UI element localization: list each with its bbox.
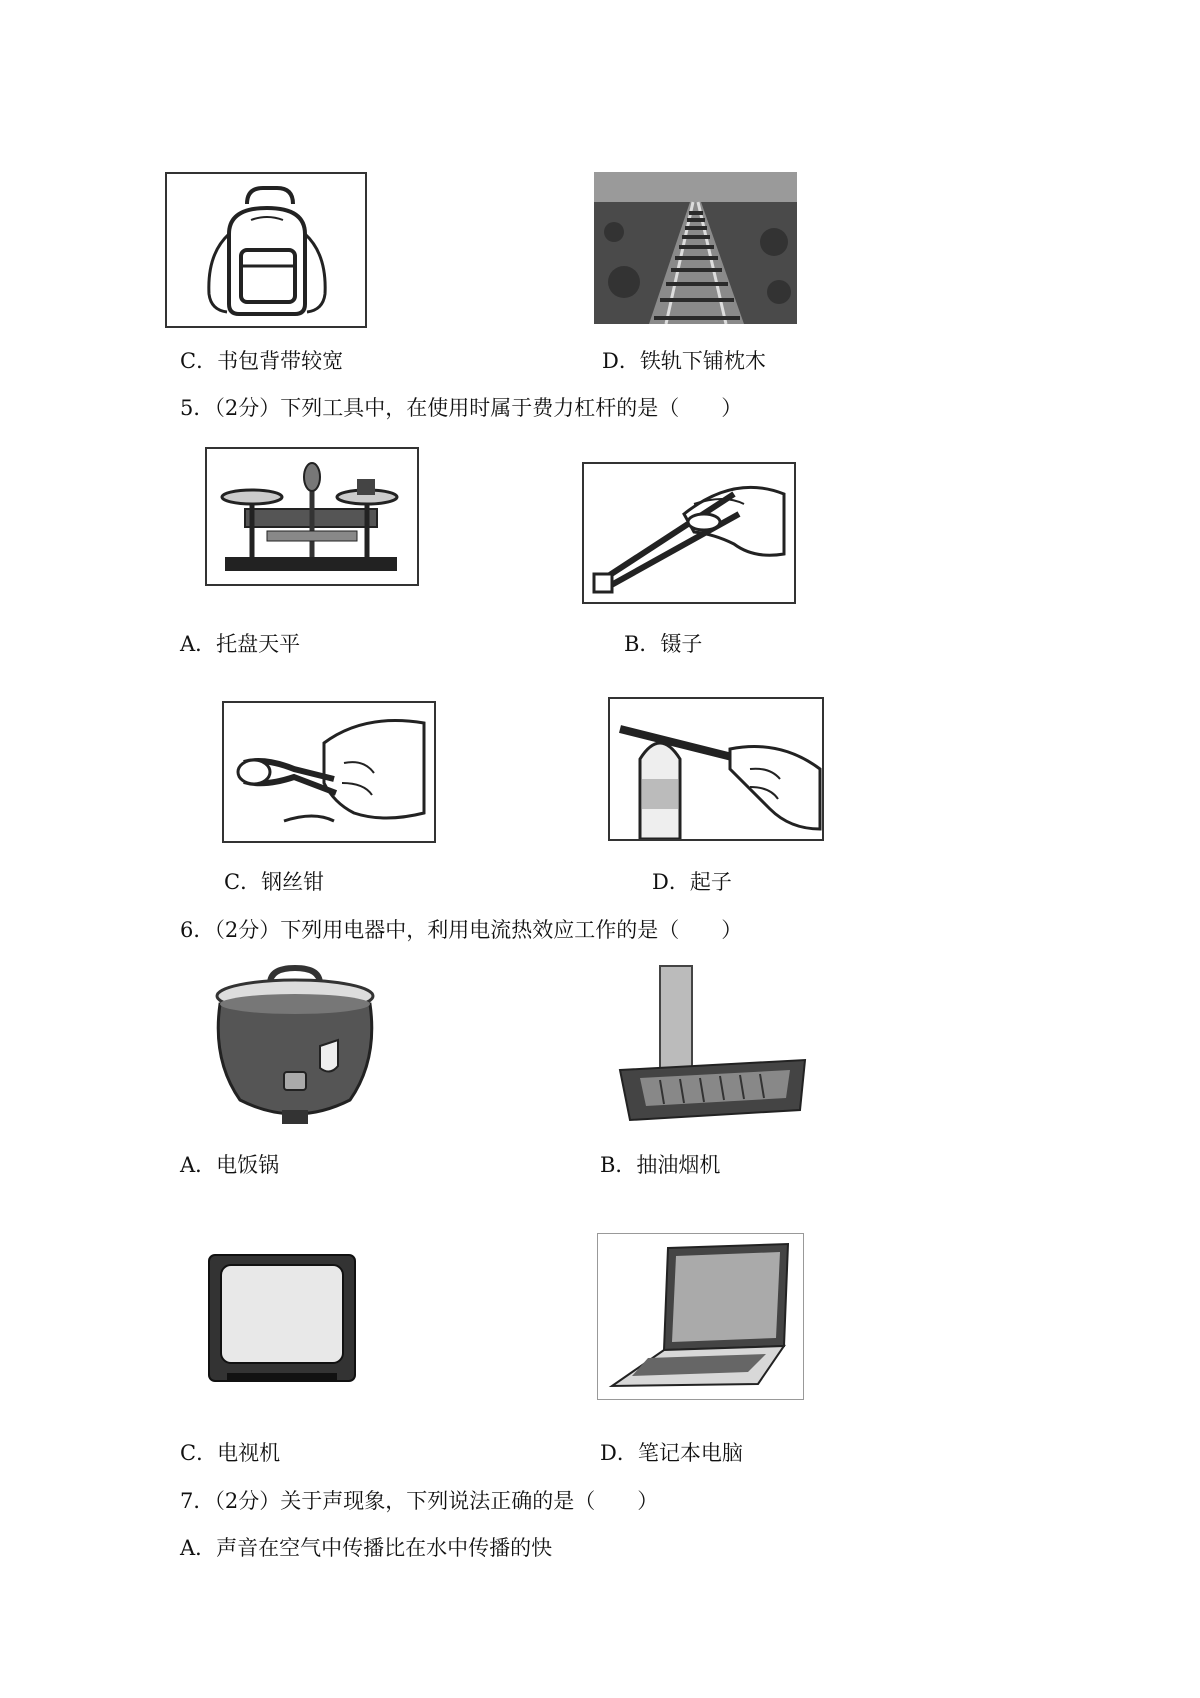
q5-option-c: C．钢丝钳 xyxy=(224,870,325,894)
balance-scale-icon xyxy=(207,449,417,584)
tweezers-figure xyxy=(582,462,796,604)
q4-option-d: D．铁轨下铺枕木 xyxy=(602,349,766,373)
q5-option-d: D．起子 xyxy=(652,870,732,894)
laptop-figure xyxy=(597,1233,804,1400)
rice-cooker-icon xyxy=(200,960,390,1130)
rice-cooker-figure xyxy=(200,960,390,1130)
backpack-icon xyxy=(167,174,365,326)
q6-option-c: C．电视机 xyxy=(180,1441,281,1465)
tweezers-icon xyxy=(584,464,794,602)
q7-stem: 7．（2分）关于声现象，下列说法正确的是（ ） xyxy=(180,1489,659,1513)
q5-option-a: A．托盘天平 xyxy=(180,632,301,656)
range-hood-icon xyxy=(600,960,815,1130)
backpack-figure xyxy=(165,172,367,328)
railway-track-icon xyxy=(594,172,797,324)
television-figure xyxy=(207,1253,357,1388)
balance-figure xyxy=(205,447,419,586)
q5-stem: 5．（2分）下列工具中，在使用时属于费力杠杆的是（ ） xyxy=(180,396,743,420)
opener-figure xyxy=(608,697,824,841)
q6-option-a: A．电饭锅 xyxy=(180,1153,280,1177)
q7-option-a: A．声音在空气中传播比在水中传播的快 xyxy=(180,1536,553,1560)
laptop-icon xyxy=(598,1234,803,1399)
pliers-figure xyxy=(222,701,436,843)
pliers-icon xyxy=(224,703,434,841)
bottle-opener-icon xyxy=(610,699,822,839)
q5-option-b: B．镊子 xyxy=(624,632,703,656)
television-icon xyxy=(207,1253,357,1388)
q6-option-b: B．抽油烟机 xyxy=(600,1153,721,1177)
q4-option-c: C．书包背带较宽 xyxy=(180,349,344,373)
q6-option-d: D．笔记本电脑 xyxy=(600,1441,743,1465)
railway-figure xyxy=(594,172,797,324)
range-hood-figure xyxy=(600,960,815,1130)
q6-stem: 6．（2分）下列用电器中，利用电流热效应工作的是（ ） xyxy=(180,918,743,942)
